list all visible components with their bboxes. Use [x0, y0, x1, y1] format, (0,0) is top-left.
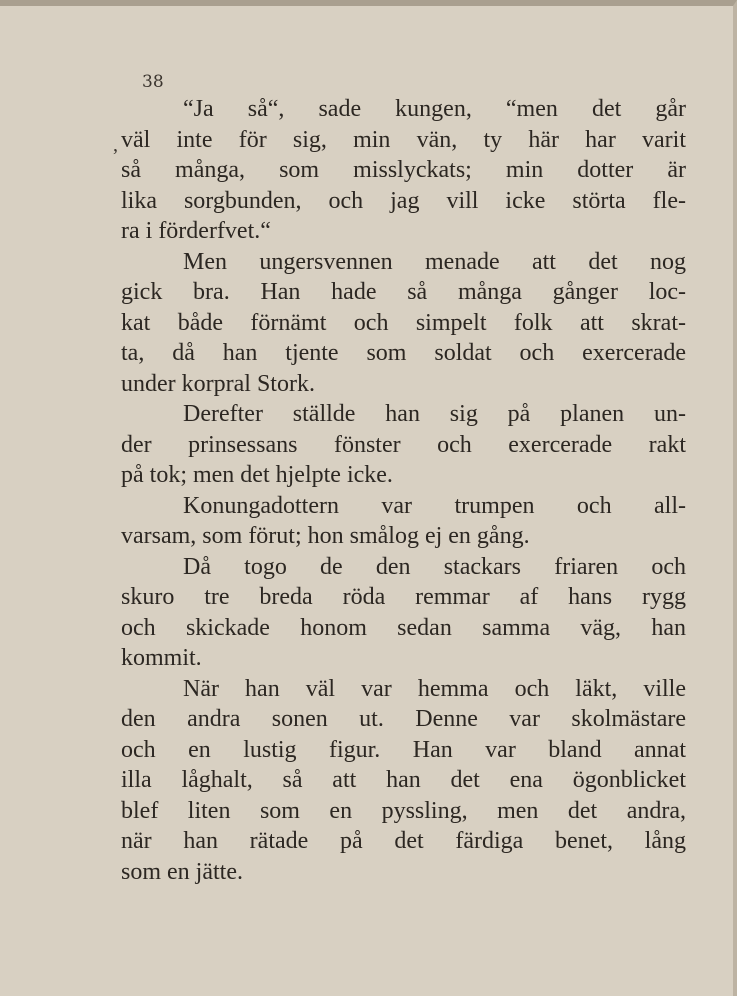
text-line: kat både förnämt och simpelt folk att skrat-: [121, 309, 686, 336]
text-line: och en lustig figur. Han var bland annat: [121, 736, 686, 763]
text-line: skuro tre breda röda remmar af hans rygg: [121, 584, 686, 610]
page-text: [121, 94, 686, 887]
text-line: ta, då han tjente som soldat och exercerade: [121, 340, 686, 366]
text-line: under korpral Stork.: [121, 370, 315, 397]
text-line: gick bra. Han hade så många gånger loc-: [121, 279, 686, 305]
text-line: Konungadottern var trumpen och all-: [183, 492, 686, 519]
text-line: varsam, som förut; hon smålog ej en gång.: [121, 523, 530, 549]
text-line: så många, som misslyckats; min dotter är: [121, 157, 686, 183]
page-number: 38: [142, 72, 164, 92]
text-line: och skickade honom sedan samma väg, han: [121, 614, 686, 641]
margin-mark: ,: [113, 134, 118, 156]
text-line: “Ja så“, sade kungen, “men det går: [183, 96, 686, 122]
text-line: som en jätte.: [121, 858, 243, 885]
text-line: Derefter ställde han sig på planen un-: [183, 401, 686, 427]
text-line: illa låghalt, så att han det ena ögonblicket: [121, 767, 686, 793]
text-line: blef liten som en pyssling, men det andra,: [121, 797, 686, 824]
text-line: den andra sonen ut. Denne var skolmästare: [121, 706, 686, 732]
text-line: der prinsessans fönster och exercerade rakt: [121, 431, 686, 458]
text-line: på tok; men det hjelpte icke.: [121, 462, 393, 488]
text-line: Men ungersvennen menade att det nog: [183, 248, 686, 275]
text-line: ra i förderfvet.“: [121, 218, 271, 244]
text-line: väl inte för sig, min vän, ty här har varit: [121, 126, 686, 153]
text-line: när han rätade på det färdiga benet, lång: [121, 828, 686, 854]
text-line: När han väl var hemma och läkt, ville: [183, 675, 686, 702]
text-line: Då togo de den stackars friaren och: [183, 553, 686, 580]
text-line: lika sorgbunden, och jag vill icke störta fle-: [121, 187, 686, 214]
text-line: kommit.: [121, 645, 202, 671]
